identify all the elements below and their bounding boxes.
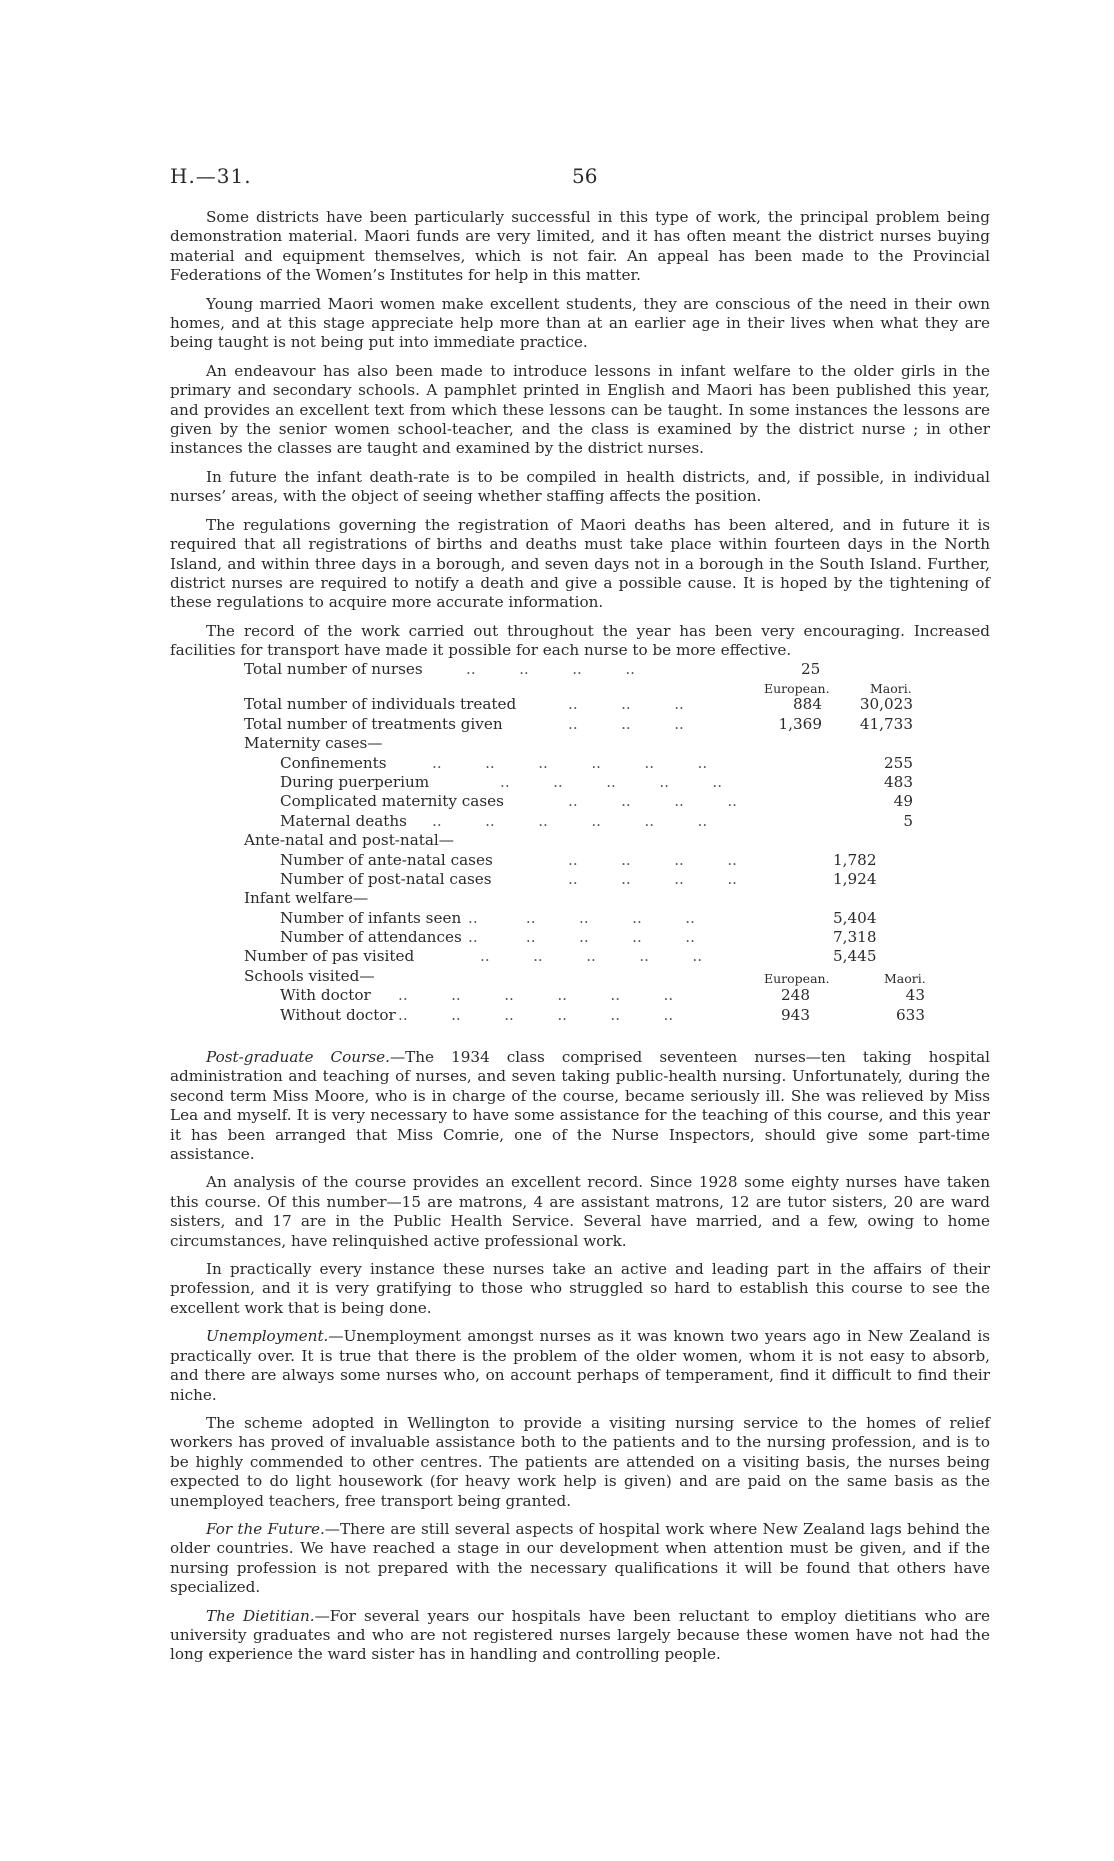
european-value: 248 [781,986,810,1005]
paragraph: The regulations governing the registration of Maori deaths has been altered, and in future it is required that all registrations of births and deaths must take place within fourteen days in the North Island, and within three days in a borough, and seven days not in a borough in the South Island. Further, district nurses are required to notify a death and give a possible cause. It is hoped by the tightening of these regulations to acquire more accurate information. [170,515,990,612]
row-label: Number of pas visited [244,947,415,966]
row-value: 1,924 [833,869,877,888]
row-label: Number of attendances [280,928,462,947]
row-label: Number of post-natal cases [280,869,492,888]
col-maori: Maori. [884,970,926,986]
table-row: Number of infants seen .. .. .. .. .. 5,404 [280,908,877,927]
row-label: Maternal deaths [280,811,407,830]
paragraph-text: —The 1934 class comprised seventeen nurses—ten taking hospital administration and teaching of nurses, and seven taking public-health nursing. Unfortunately, during the second term Miss Moore, who is in charge of the course, became seriously ill. She was relieved by Miss Lea and myself. It is very necessary to have some assistance for the teaching of this course, and this year it has been arranged that Miss Comrie, one of the Nurse Inspectors, should give some part-time assistance. [170,1048,990,1164]
table-row: Total number of nurses .. .. .. .. 25 [244,660,821,678]
paragraph-text: —Unemployment amongst nurses as it was known two years ago in New Zealand is practically over. It is true that there is the problem of the older women, whom it is not easy to absorb, and there are always some nurses who, on account perhaps of temperament, find it difficult to find their niche. [170,1327,990,1404]
maori-value: 49 [893,792,913,811]
document-reference: H.—31. [170,164,252,188]
body-text-bottom [170,1048,990,1665]
col-european: European. [764,681,830,697]
section-title: Post-graduate Course. [206,1048,390,1066]
european-value: 943 [781,1005,810,1024]
paragraph: The record of the work carried out throughout the year has been very encouraging. Increased facilities for transport have made it possible for each nurse to be more effective. [170,621,990,660]
page-number: 56 [572,164,598,188]
paragraph-text: —There are still several aspects of hospital work where New Zealand lags behind the older countries. We have reached a stage in our development when attention must be given, and if the nursing profession is not prepared with the necessary qualifications it will be found that others have specialized. [170,1519,990,1597]
table-row [244,889,944,908]
table-row: Complicated maternity cases .. .. .. .. 49 [280,792,913,811]
section-title: The Dietitian. [206,1606,315,1625]
section-title: Unemployment. [206,1327,329,1346]
table-row: Maternal deaths .. .. .. .. .. .. 5 [280,811,913,830]
paragraph [170,1520,990,1598]
section-heading: Maternity cases— [244,734,383,753]
table-row: During puerperium .. .. .. .. .. 483 [280,772,913,791]
row-label: With doctor [280,986,371,1005]
european-value: 1,369 [778,714,822,733]
maori-value: 43 [905,986,925,1005]
table-row: Number of pas visited .. .. .. .. .. 5,445 [244,947,877,966]
maori-value: 30,023 [859,695,913,714]
paragraph: Young married Maori women make excellent students, they are conscious of the need in their own homes, and at this stage appreciate help more than at an earlier age in their lives when what they are being taught is not being put into immediate practice. [170,294,990,352]
section-title: For the Future. [206,1519,325,1538]
paragraph: In practically every instance these nurses take an active and leading part in the affairs of their profession, and it is very gratifying to those who struggled so hard to establish this course to see the excellent work that is being done. [170,1260,990,1317]
maori-value: 41,733 [859,714,913,733]
maori-value: 633 [896,1005,925,1024]
table-row: Number of post-natal cases .. .. .. .. 1,924 [280,869,877,888]
paragraph: An endeavour has also been made to introduce lessons in infant welfare to the older girls in the primary and secondary schools. A pamphlet printed in English and Maori has been published this year, and provides an excellent text from which these lessons can be taught. In some instances the lessons are given by the senior women school-teacher, and the class is examined by the district nurse ; in other instances the classes are taught and examined by the district nurses. [170,361,990,458]
table-row: Total number of treatments given .. .. .. 1,369 41,733 [244,714,913,733]
col-maori: Maori. [870,681,912,697]
paragraph: Some districts have been particularly successful in this type of work, the principal problem being demonstration material. Maori funds are very limited, and it has often meant the district nurses buying material and equipment themselves, which is not fair. An appeal has been made to the Provincial Federations of the Women’s Institutes for help in this matter. [170,208,990,285]
page-header [170,164,990,198]
body-text-top [170,208,990,661]
table-row: Total number of individuals treated .. .. .. 884 30,023 [244,695,913,714]
row-label: Number of ante-natal cases [280,850,493,869]
row-label: Without doctor [280,1005,396,1024]
column-headers [244,679,944,695]
table-row [244,734,944,753]
section-heading: Infant welfare— [244,889,369,908]
row-value: 5,404 [833,908,877,927]
paragraph: In future the infant death-rate is to be compiled in health districts, and, if possible, in individual nurses’ areas, with the object of seeing whether staffing affects the position. [170,467,990,506]
paragraph [170,1327,990,1405]
row-value: 7,318 [833,928,877,947]
row-value: 25 [801,660,821,678]
paragraph [170,1048,990,1164]
table-row: Confinements .. .. .. .. .. .. 255 [280,753,913,772]
section-heading: Schools visited— [244,966,375,985]
table-row: With doctor .. .. .. .. .. .. 248 43 [280,986,925,1005]
row-value: 1,782 [833,850,877,869]
maori-value: 5 [903,811,913,830]
row-label: Complicated maternity cases [280,792,504,811]
paragraph-text: —For several years our hospitals have been reluctant to employ dietitians who are university graduates and who are not registered nurses largely because these women have not had the long experience the ward sister has in handling and controlling people. [170,1606,990,1664]
paragraph: An analysis of the course provides an excellent record. Since 1928 some eighty nurses have taken this course. Of this number—15 are matrons, 4 are assistant matrons, 12 are tutor sisters, 20 are ward sisters, and 17 are in the Public Health Service. Several have married, and a few, owing to home circumstances, have relinquished active professional work. [170,1173,990,1250]
row-label: Total number of treatments given [244,714,503,733]
statistics-table [244,660,944,1025]
table-row: Number of attendances .. .. .. .. .. 7,318 [280,928,877,947]
col-european: European. [764,970,830,986]
table-row: Number of ante-natal cases .. .. .. .. 1,782 [280,850,877,869]
row-label: Total number of individuals treated [244,695,517,714]
maori-value: 255 [884,753,913,772]
section-heading: Ante-natal and post-natal— [244,831,454,850]
table-row [244,831,944,850]
table-row: Without doctor .. .. .. .. .. .. 943 633 [280,1005,925,1024]
maori-value: 483 [884,772,913,791]
row-label: Confinements [280,753,387,772]
row-label: During puerperium [280,772,430,791]
table-row [244,967,944,986]
row-label: Number of infants seen [280,908,462,927]
paragraph [170,1607,990,1665]
row-label: Total number of nurses [244,660,423,678]
paragraph: The scheme adopted in Wellington to provide a visiting nursing service to the homes of relief workers has proved of invaluable assistance both to the patients and to the nursing profession, and is to be highly commended to other centres. The patients are attended on a visiting basis, the nurses being expected to do light housework (for heavy work help is given) and are paid on the same basis as the unemployed teachers, free transport being granted. [170,1413,990,1510]
european-value: 884 [793,695,822,714]
row-value: 5,445 [833,947,877,966]
